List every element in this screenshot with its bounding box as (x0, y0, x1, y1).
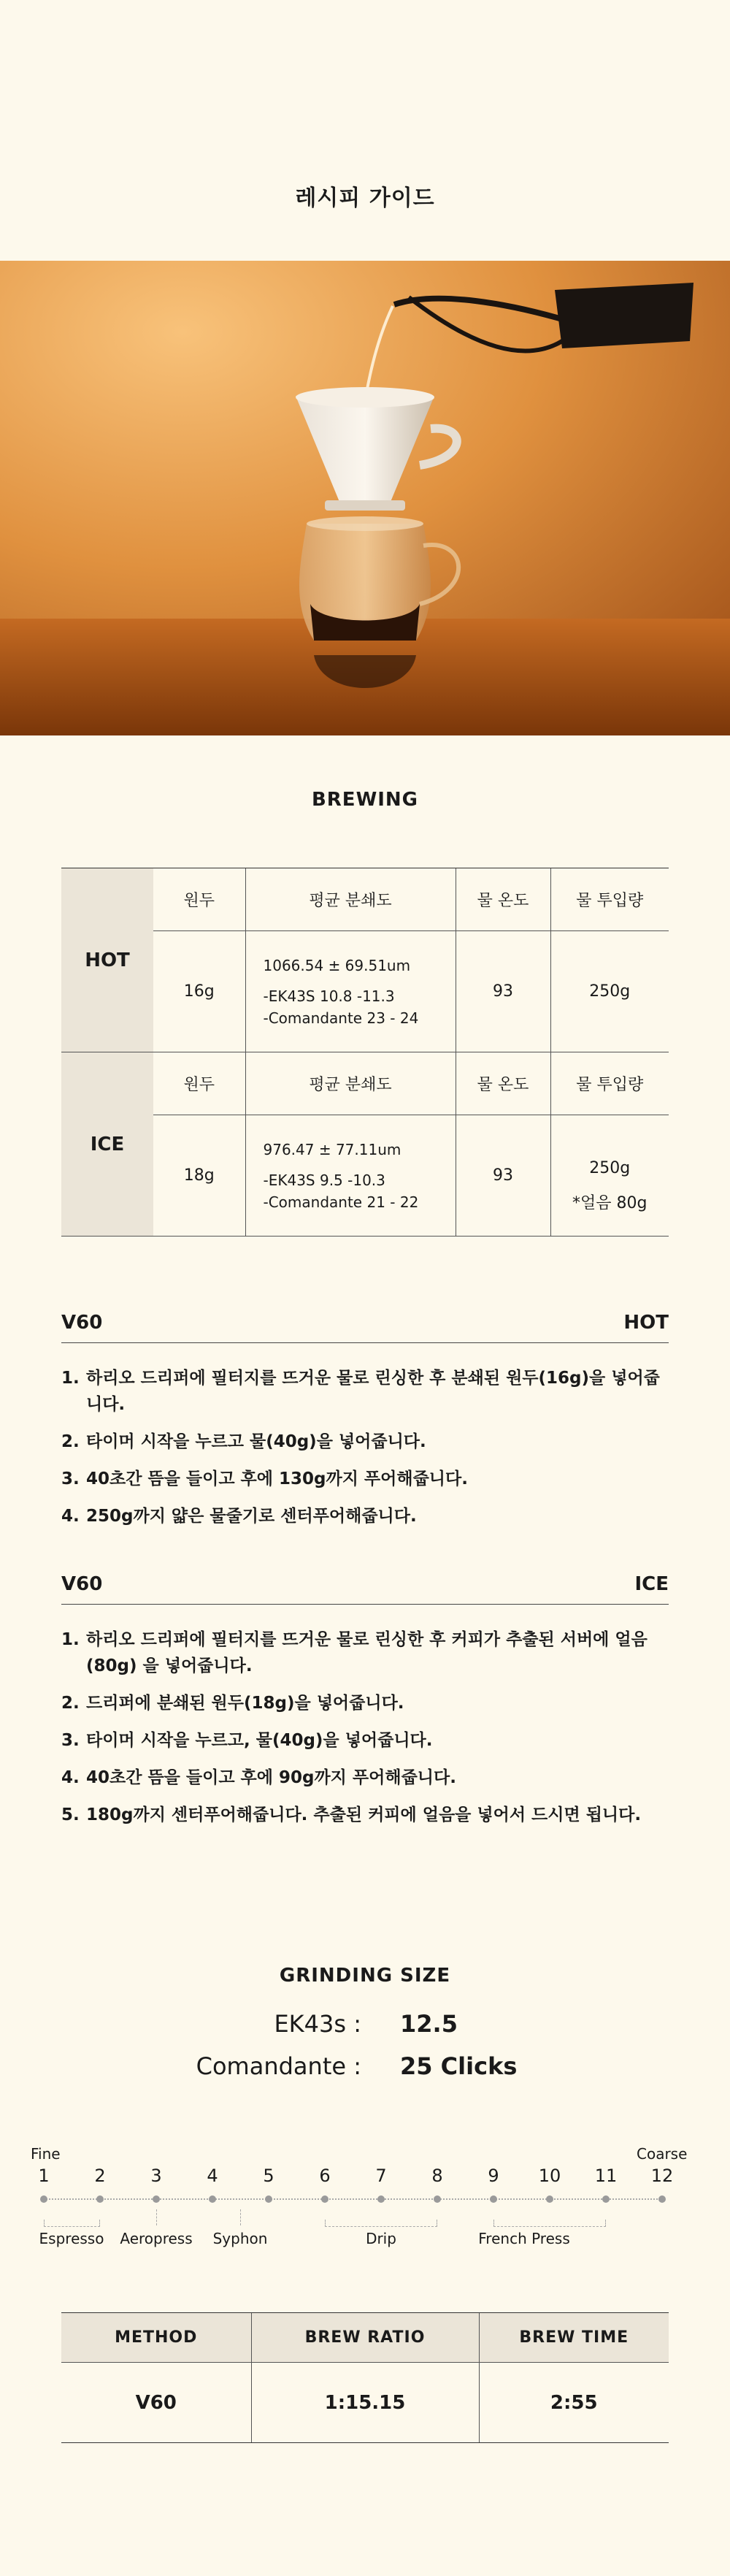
scale-dot (265, 2195, 272, 2203)
recipe-steps (61, 1365, 669, 1529)
grind-key: EK43s : (274, 2010, 361, 2038)
temp-header: 물 온도 (456, 868, 550, 931)
recipe-name: V60 (61, 1312, 103, 1334)
scale-dot (377, 2195, 385, 2203)
ratio-value: 1:15.15 (251, 2363, 479, 2443)
scale-dot (96, 2195, 104, 2203)
step-item: 2. 타이머 시작을 누르고 물(40g)을 넣어줍니다. (61, 1432, 426, 1451)
french-press-range (493, 2220, 606, 2227)
drip-range (325, 2220, 437, 2227)
scale-dot (434, 2195, 441, 2203)
scale-fine-label: Fine (31, 2145, 61, 2163)
hot-label: HOT (61, 868, 153, 1052)
scale-number: 10 (538, 2166, 561, 2186)
step-item: 1. 하리오 드리퍼에 필터지를 뜨거운 물로 린싱한 후 분쇄된 원두(16g)을 넣어줍니다. (61, 1369, 660, 1414)
scale-number: 5 (263, 2166, 274, 2186)
time-header: BREW TIME (479, 2313, 669, 2363)
scale-number: 1 (38, 2166, 50, 2186)
water-amount: 250g (589, 1158, 631, 1177)
water-header: 물 투입량 (550, 1052, 669, 1115)
grind-value (245, 1115, 456, 1237)
method-label: French Press (478, 2230, 570, 2247)
scale-coarse-label: Coarse (637, 2145, 688, 2163)
scale-number: 7 (375, 2166, 387, 2186)
method-label: Syphon (212, 2230, 268, 2247)
recipe-steps (61, 1627, 669, 1828)
brewing-table (61, 868, 669, 1237)
scale-number: 2 (94, 2166, 106, 2186)
grind-key: Comandante : (196, 2052, 361, 2080)
grind-header: 평균 분쇄도 (245, 868, 456, 931)
syphon-tick (240, 2209, 241, 2225)
scale-number: 11 (594, 2166, 618, 2186)
water-value (550, 1115, 669, 1237)
bean-header: 원두 (153, 1052, 245, 1115)
water-value: 250g (550, 931, 669, 1052)
scale-dot (546, 2195, 553, 2203)
method-label: Drip (366, 2230, 396, 2247)
recipe-v60-ice (61, 1573, 669, 1839)
grind-comandante: -Comandante 21 - 22 (263, 1193, 419, 1211)
hero-image (0, 261, 730, 735)
step-item: 4. 250g까지 얇은 물줄기로 센터푸어해줍니다. (61, 1507, 417, 1526)
recipe-header (61, 1573, 669, 1605)
ice-note: *얼음 80g (572, 1193, 648, 1212)
espresso-range (44, 2220, 100, 2227)
temp-value: 93 (456, 1115, 550, 1237)
grind-avg: 976.47 ± 77.11um (263, 1140, 402, 1158)
grind-header: 평균 분쇄도 (245, 1052, 456, 1115)
scale-number: 12 (650, 2166, 674, 2186)
method-label: Espresso (39, 2230, 104, 2247)
recipe-name: V60 (61, 1573, 103, 1595)
method-label: Aeropress (120, 2230, 193, 2247)
grind-value (245, 931, 456, 1052)
scale-number: 9 (488, 2166, 499, 2186)
recipe-type: ICE (634, 1573, 669, 1595)
scale-number: 3 (150, 2166, 162, 2186)
scale-dot (658, 2195, 666, 2203)
grind-avg: 1066.54 ± 69.51um (263, 956, 411, 974)
grind-ek: -EK43S 10.8 -11.3 (263, 987, 395, 1005)
scale-number: 6 (319, 2166, 331, 2186)
step-item: 2. 드리퍼에 분쇄된 원두(18g)을 넣어줍니다. (61, 1694, 404, 1713)
grind-value: 12.5 (400, 2010, 458, 2038)
grind-value: 25 Clicks (400, 2052, 518, 2080)
grind-scale (0, 2136, 730, 2268)
step-item: 1. 하리오 드리퍼에 필터지를 뜨거운 물로 린싱한 후 커피가 추출된 서버에 얼음(80g) 을 넣어줍니다. (61, 1630, 648, 1675)
scale-number: 8 (431, 2166, 443, 2186)
recipe-type: HOT (623, 1312, 669, 1334)
grind-comandante: -Comandante 23 - 24 (263, 1009, 419, 1027)
scale-dot (321, 2195, 328, 2203)
water-header: 물 투입량 (550, 868, 669, 931)
coffee-pour-over-photo (0, 261, 730, 735)
summary-table (61, 2312, 669, 2443)
method-value: V60 (61, 2363, 251, 2443)
bean-header: 원두 (153, 868, 245, 931)
grind-ek: -EK43S 9.5 -10.3 (263, 1171, 385, 1189)
scale-dot (40, 2195, 47, 2203)
step-item: 4. 40초간 뜸을 들이고 후에 90g까지 푸어해줍니다. (61, 1768, 456, 1787)
bean-value: 18g (153, 1115, 245, 1237)
recipe-header (61, 1312, 669, 1343)
ice-label: ICE (61, 1052, 153, 1237)
brewing-title: BREWING (311, 789, 419, 811)
step-item: 5. 180g까지 센터푸어해줍니다. 추출된 커피에 얼음을 넣어서 드시면 됩니다. (61, 1805, 642, 1824)
temp-header: 물 온도 (456, 1052, 550, 1115)
method-header: METHOD (61, 2313, 251, 2363)
scale-dot (602, 2195, 610, 2203)
time-value: 2:55 (479, 2363, 669, 2443)
scale-dot (153, 2195, 160, 2203)
bean-value: 16g (153, 931, 245, 1052)
scale-dot (490, 2195, 497, 2203)
recipe-v60-hot (61, 1312, 669, 1540)
page-title: 레시피 가이드 (295, 186, 435, 211)
scale-line (44, 2198, 663, 2200)
aeropress-tick (156, 2209, 157, 2225)
grinding-title: GRINDING SIZE (279, 1965, 451, 1987)
scale-number: 4 (207, 2166, 218, 2186)
step-item: 3. 40초간 뜸을 들이고 후에 130g까지 푸어해줍니다. (61, 1469, 468, 1488)
temp-value: 93 (456, 931, 550, 1052)
step-item: 3. 타이머 시작을 누르고, 물(40g)을 넣어줍니다. (61, 1731, 433, 1750)
ratio-header: BREW RATIO (251, 2313, 479, 2363)
scale-dot (209, 2195, 216, 2203)
